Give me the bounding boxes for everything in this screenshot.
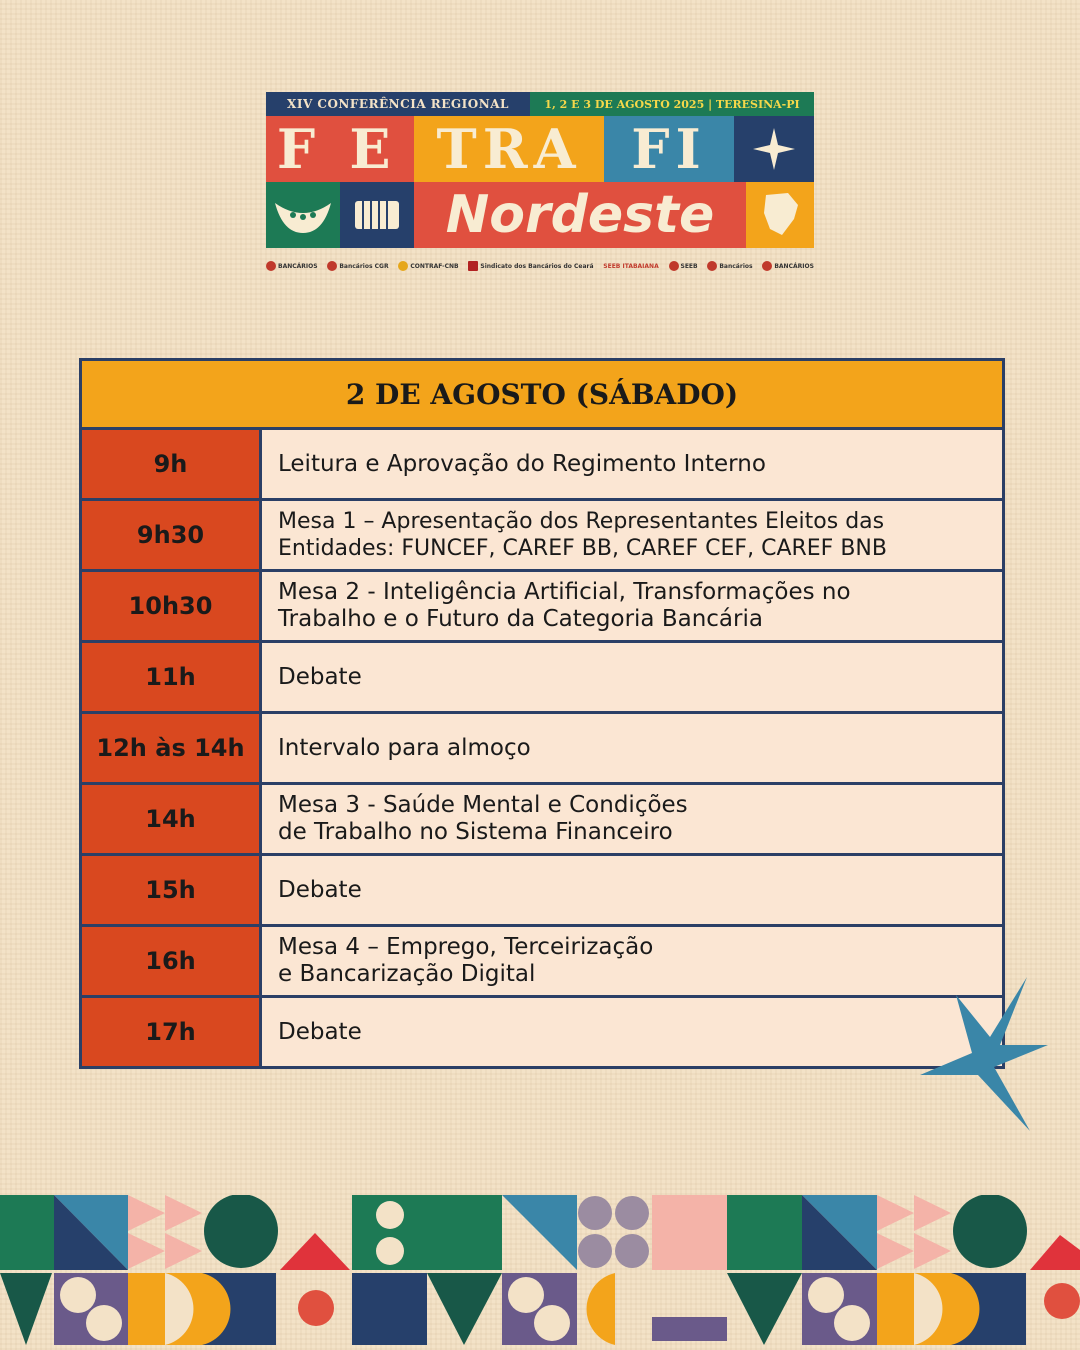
table-row <box>82 714 1002 785</box>
brand-letters-fi: FI <box>604 116 734 182</box>
table-row <box>82 572 1002 643</box>
brand-subtitle: Nordeste <box>414 182 746 248</box>
activity-cell: Mesa 1 – Apresentação dos Representantes Eleitos das Entidades: FUNCEF, CAREF BB, CAREF CEF, CAREF BNB <box>278 509 887 561</box>
map-icon <box>746 182 814 248</box>
activity-cell: Debate <box>278 876 362 903</box>
time-cell: 12h às 14h <box>82 714 262 782</box>
activity-cell: Mesa 2 - Inteligência Artificial, Transformações no Trabalho e o Futuro da Categoria Bancária <box>278 579 851 632</box>
activity-cell: Debate <box>278 663 362 690</box>
accordion-icon <box>340 182 414 248</box>
table-row <box>82 430 1002 501</box>
activity-cell: Mesa 3 - Saúde Mental e Condições de Trabalho no Sistema Financeiro <box>278 792 688 845</box>
table-row <box>82 927 1002 998</box>
decorative-star-icon <box>912 975 1052 1135</box>
sponsor-logo: CONTRAF-CNB <box>398 261 458 271</box>
schedule-table <box>79 358 1005 1069</box>
table-row <box>82 856 1002 927</box>
brand-letter-f: F <box>266 116 332 182</box>
table-row <box>82 785 1002 856</box>
dates-location: 1, 2 E 3 DE AGOSTO 2025 | TERESINA-PI <box>530 92 814 116</box>
table-row <box>82 998 1002 1066</box>
time-cell: 17h <box>82 998 262 1066</box>
schedule-title: 2 DE AGOSTO (SÁBADO) <box>82 361 1002 430</box>
logo-top-bar <box>266 92 814 116</box>
activity-cell: Intervalo para almoço <box>278 734 531 761</box>
time-cell: 14h <box>82 785 262 853</box>
activity-cell: Debate <box>278 1018 362 1045</box>
brand-title-row <box>266 116 814 182</box>
time-cell: 11h <box>82 643 262 711</box>
brand-subtitle-row <box>266 182 814 248</box>
conference-label: XIV CONFERÊNCIA REGIONAL <box>266 92 530 116</box>
sponsor-logo: BANCÁRIOS <box>266 261 318 271</box>
event-logo <box>266 92 814 278</box>
table-row <box>82 643 1002 714</box>
table-row <box>82 501 1002 572</box>
time-cell: 16h <box>82 927 262 995</box>
sponsor-logo: Sindicato dos Bancários do Ceará <box>468 261 593 271</box>
sponsor-logos <box>266 254 814 278</box>
sponsor-logo: Bancários <box>707 261 752 271</box>
activity-cell: Leitura e Aprovação do Regimento Interno <box>278 450 766 477</box>
time-cell: 9h <box>82 430 262 498</box>
brand-letters-tra: TRA <box>414 116 604 182</box>
brand-letter-e: E <box>332 116 414 182</box>
sponsor-logo: Bancários CGR <box>327 261 388 271</box>
time-cell: 15h <box>82 856 262 924</box>
sponsor-logo: BANCÁRIOS <box>762 261 814 271</box>
hat-icon <box>266 182 340 248</box>
sponsor-logo: SEEB ITABAIANA <box>603 262 659 270</box>
decorative-pattern <box>0 1195 1080 1350</box>
time-cell: 9h30 <box>82 501 262 569</box>
time-cell: 10h30 <box>82 572 262 640</box>
star-icon <box>734 116 814 182</box>
sponsor-logo: SEEB <box>669 261 698 271</box>
activity-cell: Mesa 4 – Emprego, Terceirização e Bancarização Digital <box>278 934 654 987</box>
